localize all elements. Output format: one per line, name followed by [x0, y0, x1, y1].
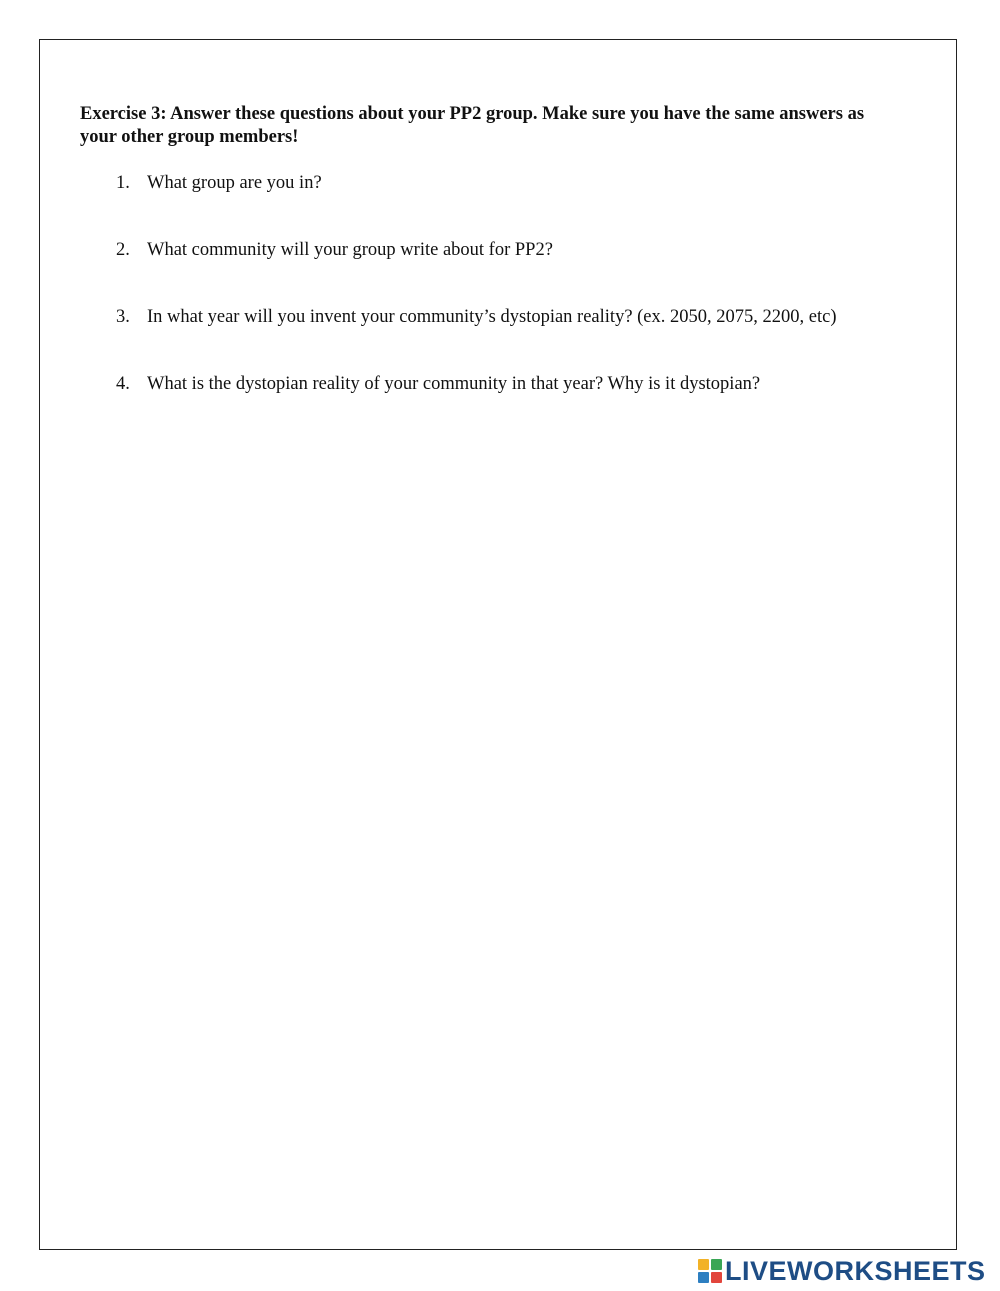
logo-tile	[711, 1259, 722, 1270]
logo-tile	[698, 1259, 709, 1270]
question-item	[116, 373, 760, 396]
liveworksheets-logo-icon	[698, 1259, 722, 1283]
question-item	[116, 239, 553, 262]
liveworksheets-logo-text: LIVEWORKSHEETS	[725, 1256, 986, 1286]
liveworksheets-brand[interactable]	[698, 1257, 986, 1285]
logo-tile	[711, 1272, 722, 1283]
question-text: What group are you in?	[147, 173, 322, 193]
question-number: 3.	[116, 307, 130, 327]
question-number: 4.	[116, 374, 130, 394]
question-item	[116, 172, 322, 195]
question-text: What is the dystopian reality of your community in that year? Why is it dystopian?	[147, 374, 761, 394]
exercise-instructions: Exercise 3: Answer these questions about your PP2 group. Make sure you have the same answers as your other group members!	[80, 104, 865, 147]
logo-tile	[698, 1272, 709, 1283]
question-item	[116, 306, 837, 329]
question-number: 2.	[116, 240, 130, 260]
question-number: 1.	[116, 173, 130, 193]
question-text: What community will your group write about for PP2?	[147, 240, 553, 260]
worksheet-page-border	[39, 39, 957, 1250]
question-text: In what year will you invent your community’s dystopian reality? (ex. 2050, 2075, 2200, etc)	[147, 307, 837, 327]
